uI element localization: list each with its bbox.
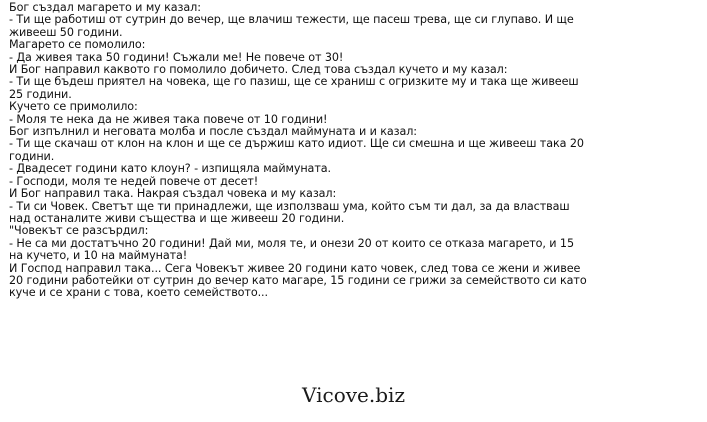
story-line: Бог създал магарето и му казал: [9, 1, 201, 14]
story-line: - Да живея така 50 години! Съжали ме! Не повече от 30! [9, 50, 344, 64]
story-line: Кучето се примолило: [9, 100, 138, 114]
story-line: - Господи, моля те недей повече от десет! [9, 174, 259, 188]
story-line: - Ти ще работиш от сутрин до вечер, ще влачиш тежести, ще пасеш трева, ще си глупаво. И ще живееш 50 години. [9, 13, 574, 39]
story-line: - Ти ще бъдеш приятел на човека, ще го пазиш, ще се храниш с огризките му и така ще живееш 25 години. [9, 75, 579, 101]
story-line: "Човекът се разсърдил: [9, 224, 149, 238]
story-line: И Бог направил така. Накрая създал човека и му казал: [9, 187, 337, 201]
story-text [9, 2, 589, 300]
story-line: - Ти си Човек. Светът ще ти принадлежи, ще използваш ума, който съм ти дал, за да властваш над останалите живи същества и ще живееш 20 години. [9, 199, 570, 225]
site-watermark: Vicove.biz [302, 383, 405, 407]
story-line: - Моля те нека да не живея така повече от 10 години! [9, 112, 328, 126]
story-line: - Двадесет години като клоун? - изпищяла маймуната. [9, 162, 331, 176]
story-line: Бог изпълнил и неговата молба и после създал маймуната и и казал: [9, 125, 417, 139]
story-line: - Не са ми достатъчно 20 години! Дай ми, моля те, и онези 20 от които се отказа магарето, и 15 на кучето, и 10 на маймуната! [9, 236, 574, 263]
story-line: - Ти ще скачаш от клон на клон и ще се държиш като идиот. Ще си смешна и ще живееш така 20 години. [9, 137, 584, 163]
story-line: И Бог направил каквото го помолило добичето. След това създал кучето и му казал: [9, 63, 508, 77]
story-line: Магарето се помолило: [9, 38, 146, 52]
story-line: И Господ направил така... Сега Човекът живее 20 години като човек, след това се жени и живее 20 години работейки от сутрин до вечер като магаре, 15 години се грижи за семейството си като куче и се храни с това, което семейството... [9, 261, 587, 300]
